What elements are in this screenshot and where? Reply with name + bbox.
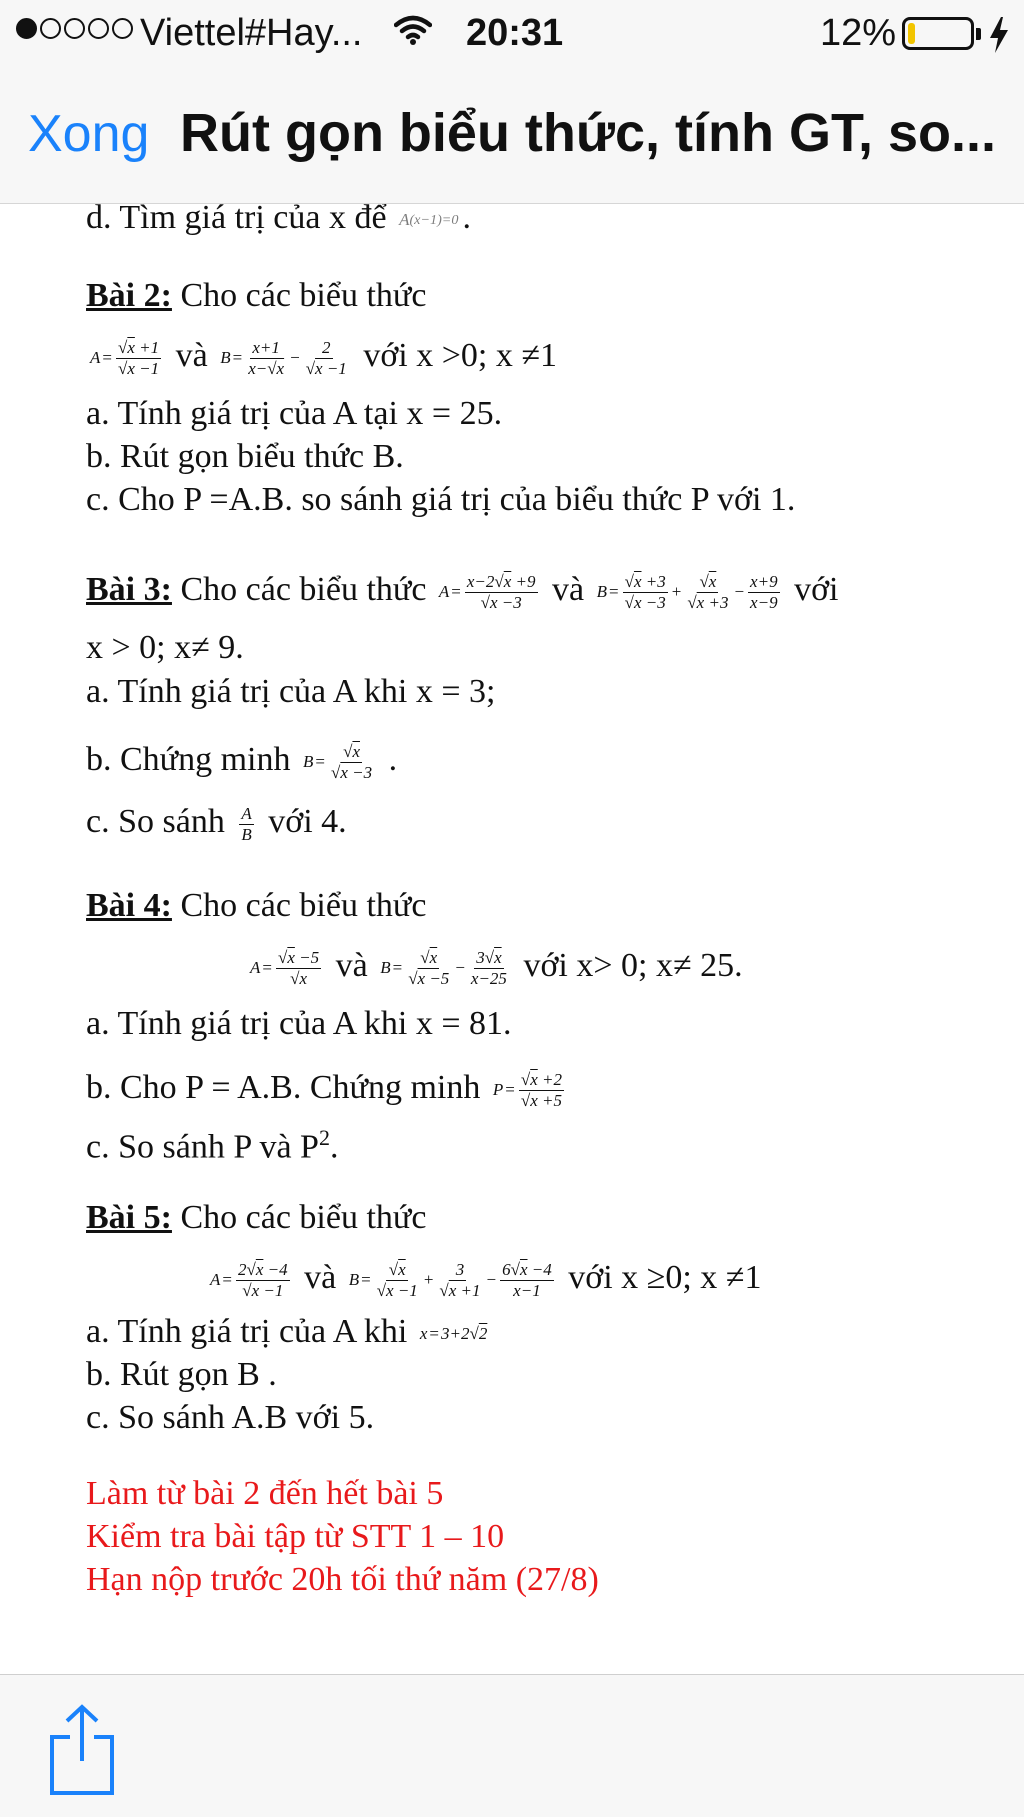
bai2-a: a. Tính giá trị của A tại x = 25. <box>86 395 503 432</box>
bai4-formula-b: B = $\frac{√x}{√x -5}$ − $\frac{3√x}{x-25}$ <box>380 947 507 988</box>
bai3-heading <box>86 560 839 622</box>
bai5-formula-b: B = $\frac{√x}{√x -1}$ + $\frac{3}{√x +1}$ − $\frac{6√x -4}{x-1}$ <box>348 1259 552 1300</box>
bai4-c-text: c. So sánh P và P <box>86 1128 319 1166</box>
bai5-heading <box>86 1198 426 1238</box>
bai3-c-pre: c. So sánh <box>86 803 225 840</box>
charging-bolt-icon <box>988 16 1010 54</box>
bai4-and: và <box>335 947 368 984</box>
bai3-formula-b: B = $\frac{√x +3}{√x -3}$ + $\frac{√x}{√x +3}$ − $\frac{x+9}{x-9}$ <box>596 571 778 612</box>
bai2-and: và <box>175 337 208 374</box>
bai4-formula-a: A = $\frac{√x -5}{√x}$ <box>250 947 320 988</box>
navigation-bar <box>0 68 1024 204</box>
bai5-condition: với x ≥0; x ≠1 <box>568 1259 762 1296</box>
battery-icon <box>902 17 974 50</box>
document-viewer[interactable] <box>0 204 1024 1674</box>
bai4-title: Bài 4: <box>86 887 172 924</box>
bai3-intro: Cho các biểu thức <box>171 571 427 608</box>
bai4-b: b. Cho P = A.B. Chứng minh <box>86 1069 481 1106</box>
bai4-formula-p: P = $\frac{√x +2}{√x +5}$ <box>492 1069 562 1110</box>
note-line-1: Làm từ bài 2 đến hết bài 5 <box>86 1475 444 1512</box>
bai4-c <box>86 1118 338 1167</box>
note-line-3: Hạn nộp trước 20h tối thứ năm (27/8) <box>86 1561 599 1598</box>
bai2-c: c. Cho P =A.B. so sánh giá trị của biểu thức P với 1. <box>86 481 796 518</box>
note-line-2: Kiểm tra bài tập từ STT 1 – 10 <box>86 1518 505 1555</box>
bai4-a: a. Tính giá trị của A khi x = 81. <box>86 1005 512 1042</box>
bai3-formula-a: A = $\frac{x-2√x +9}{√x -3}$ <box>438 571 536 612</box>
bai5-formula-x: x = 3+2√ 2 <box>419 1324 488 1344</box>
bai2-condition: với x >0; x ≠1 <box>363 337 558 374</box>
bai4-condition: với x> 0; x≠ 25. <box>523 947 743 984</box>
battery-percentage: 12% <box>820 12 897 54</box>
bai3-formula-b-proof: B = $\frac{√x}{√x -3}$ <box>303 741 373 782</box>
bai2-formulas <box>86 326 557 388</box>
bai4-formulas <box>246 936 743 998</box>
bai2-intro: Cho các biểu thức <box>171 277 427 314</box>
bai3-a: a. Tính giá trị của A khi x = 3; <box>86 673 496 710</box>
bai5-c: c. So sánh A.B với 5. <box>86 1399 375 1436</box>
bai3-c-post: với 4. <box>268 803 347 840</box>
bai5-formulas <box>206 1248 761 1310</box>
status-bar <box>0 0 1024 68</box>
part-d-text: d. Tìm giá trị của x để <box>86 204 387 236</box>
cropped-formula: A (x−1)=0 <box>399 210 459 230</box>
bai4-c-end: . <box>329 1128 339 1166</box>
bai5-a: a. Tính giá trị của A khi <box>86 1313 408 1350</box>
part-d-line: d. Tìm giá trị của x để A (x−1)=0 . <box>86 204 471 240</box>
share-icon[interactable] <box>48 1703 116 1797</box>
bai3-b: b. Chứng minh <box>86 741 291 778</box>
bai2-formula-b: B = $\frac{x+1}{x-√x}$ − $\frac{2}{√x -1}$ <box>220 337 347 378</box>
bai2-title: Bài 2: <box>86 277 172 314</box>
bai2-heading <box>86 276 426 316</box>
bai4-heading <box>86 886 426 926</box>
bai3-formula-ratio: $\frac{A}{B}$ <box>241 803 252 844</box>
bai3-c-line <box>86 792 347 852</box>
bai5-b: b. Rút gọn B . <box>86 1356 277 1393</box>
bai4-intro: Cho các biểu thức <box>171 887 427 924</box>
signal-strength-icon <box>16 18 133 39</box>
bai3-and: và <box>552 571 585 608</box>
bai4-c-sup: 2 <box>318 1125 330 1150</box>
battery-cap <box>976 28 981 40</box>
bai5-a-line <box>86 1312 491 1354</box>
bai3-with: với <box>794 571 839 608</box>
bai5-title: Bài 5: <box>86 1199 172 1236</box>
bai5-intro: Cho các biểu thức <box>171 1199 427 1236</box>
bai3-condition: x > 0; x≠ 9. <box>86 629 244 666</box>
bai5-formula-a: A = $\frac{2√x -4}{√x -1}$ <box>210 1259 288 1300</box>
bai5-and: và <box>304 1259 337 1296</box>
bai3-b-line: b. Chứng minh B = $\frac{√x}{√x -3}$ . <box>86 730 397 792</box>
wifi-icon <box>394 14 432 46</box>
document-title: Rút gọn biểu thức, tính GT, so... <box>180 103 997 163</box>
bai4-b-line <box>86 1058 570 1120</box>
done-button[interactable]: Xong <box>28 105 150 163</box>
bottom-toolbar <box>0 1674 1024 1817</box>
bai2-b: b. Rút gọn biểu thức B. <box>86 438 404 475</box>
carrier-name: Viettel#Hay... <box>140 12 363 54</box>
bai2-formula-a: A = $\frac{√x +1}{√x -1}$ <box>90 337 160 378</box>
bai3-title: Bài 3: <box>86 571 172 608</box>
clock: 20:31 <box>466 12 564 54</box>
